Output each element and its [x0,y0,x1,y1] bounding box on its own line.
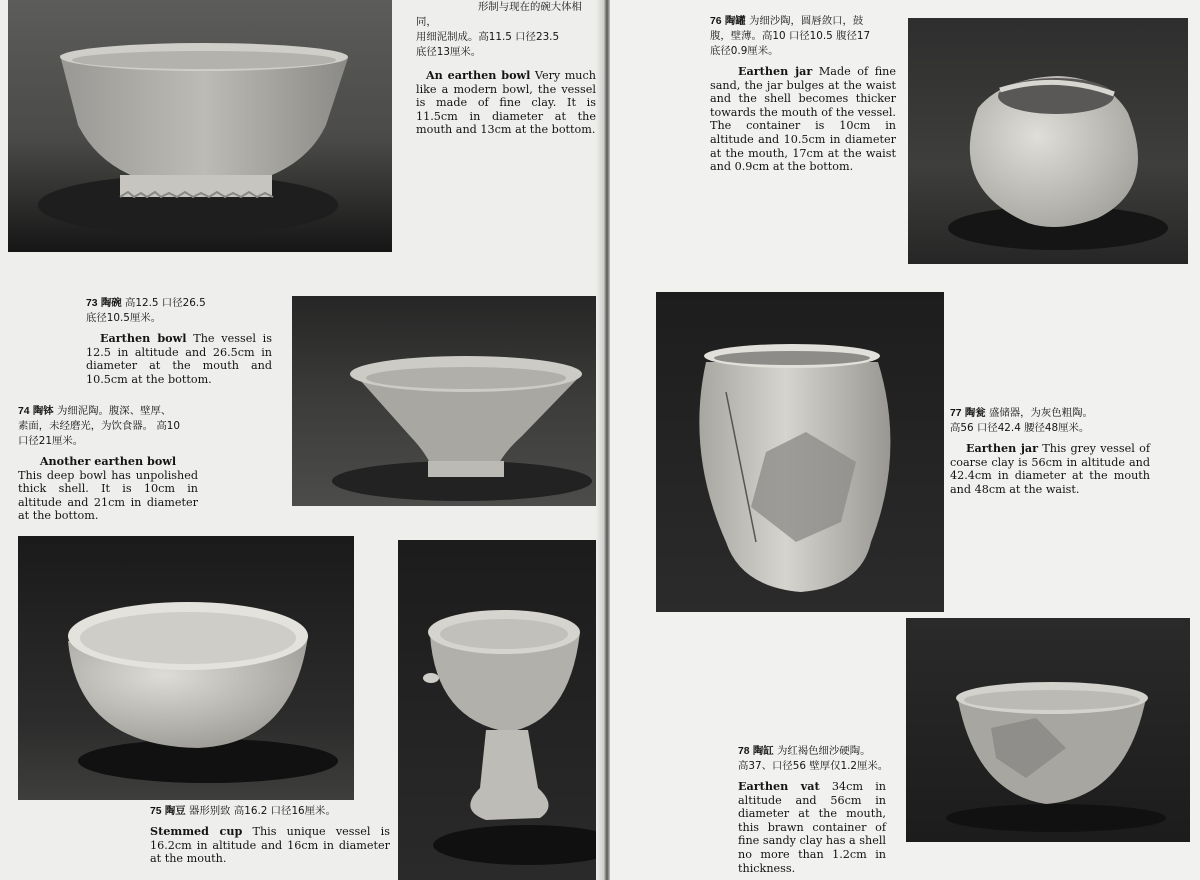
caption-73-name-zh: 陶碗 [100,297,122,309]
caption-74-name-zh: 陶钵 [32,405,54,417]
caption-78-number: 78 [738,746,750,757]
photo-earthen-jar-77 [656,292,944,612]
caption-72-en-text: Very much like a modern bowl, the vessel is made of fine clay. It is 11.5cm in diameter at the mouth and 13cm at the bottom. [416,69,596,137]
caption-74-en-text: This deep bowl has unpolished thick shell. It is 10cm in altitude and 21cm in diameter at the bottom. [18,468,198,523]
caption-72-zh-line3: 底径13厘米。 [416,46,482,58]
caption-76-zh-line3: 底径0.9厘米。 [710,45,779,57]
caption-item-76 [710,14,896,174]
caption-78-zh-line2: 高37、口径56 壁厚仅1.2厘米。 [738,760,889,772]
caption-77-zh-line2: 高56 口径42.4 腰径48厘米。 [950,422,1090,434]
caption-75-en-title: Stemmed cup [150,824,243,838]
photo-earthen-vat-78 [906,618,1190,842]
photo-earthen-bowl-73 [292,296,604,506]
caption-75-en-text: This unique vessel is 16.2cm in altitude and 16cm in diameter at the mouth. [150,825,390,866]
caption-76-name-zh: 陶罐 [724,15,746,27]
caption-item-75 [150,804,390,866]
caption-74-en-title: Another earthen bowl [39,454,177,468]
caption-76-en-title: Earthen jar [738,64,813,78]
caption-73-en-title: Earthen bowl [100,331,187,345]
photo-earthen-bowl-74 [18,536,354,800]
caption-item-78 [738,744,889,875]
photo-earthen-jar-76 [908,18,1188,264]
caption-74-number: 74 [18,406,30,417]
caption-item-77 [950,406,1150,496]
caption-76-en-text: Made of fine sand, the jar bulges at the waist and the shell becomes thicker towards the mouth of the vessel. The container is 10cm in altitude and 10.5cm in diameter at the mouth, 17cm at the waist and 0.9cm at the bottom. [710,65,896,174]
caption-77-name-zh: 陶瓮 [964,407,986,419]
caption-77-number: 77 [950,408,962,419]
caption-78-zh-line1: 为红褐色细沙硬陶。 [776,745,871,757]
caption-item-73 [86,296,272,386]
caption-76-zh-line2: 腹，壁薄。高10 口径10.5 腹径17 [710,30,871,42]
caption-73-zh-line2: 底径10.5厘米。 [86,312,162,324]
caption-75-number: 75 [150,806,162,817]
caption-76-number: 76 [710,16,722,27]
caption-78-en-title: Earthen vat [738,779,820,793]
caption-74-zh-line2: 素面，未经磨光，为饮食器。 高10 [18,420,180,432]
caption-72-zh-line1: 形制与现在的碗大体相同， [416,1,582,28]
photo-stemmed-cup-75 [398,540,604,880]
photo-earthen-bowl-72 [8,0,392,252]
caption-72-en-title: An earthen bowl [426,68,531,82]
right-page [610,0,1200,880]
caption-item-74 [18,404,198,523]
caption-73-en-text: The vessel is 12.5 in altitude and 26.5cm in diameter at the mouth and 10.5cm at the bottom. [86,332,272,386]
caption-75-zh-line1: 器形别致 高16.2 口径16厘米。 [188,805,336,817]
caption-73-zh-line1: 高12.5 口径26.5 [124,297,206,309]
caption-item-72 [416,0,596,137]
caption-77-zh-line1: 盛储器，为灰色粗陶。 [988,407,1093,419]
caption-78-en-text: 34cm in altitude and 56cm in diameter at the mouth, this brawn container of fine sandy clay has a shell no more than 1.2cm in thickness. [738,780,887,875]
caption-74-zh-line3: 口径21厘米。 [18,435,84,447]
caption-72-zh-line2: 用细泥制成。高11.5 口径23.5 [416,31,560,43]
caption-77-en-text: This grey vessel of coarse clay is 56cm in altitude and 42.4cm in diameter at the mouth and 48cm at the waist. [950,442,1150,496]
caption-77-en-title: Earthen jar [966,441,1039,455]
caption-76-zh-line1: 为细沙陶，圆唇敛口，鼓 [748,15,864,27]
caption-75-name-zh: 陶豆 [164,805,186,817]
caption-78-name-zh: 陶缸 [752,745,774,757]
caption-74-zh-line1: 为细泥陶。腹深、壁厚、 [56,405,172,417]
caption-73-number: 73 [86,298,98,309]
